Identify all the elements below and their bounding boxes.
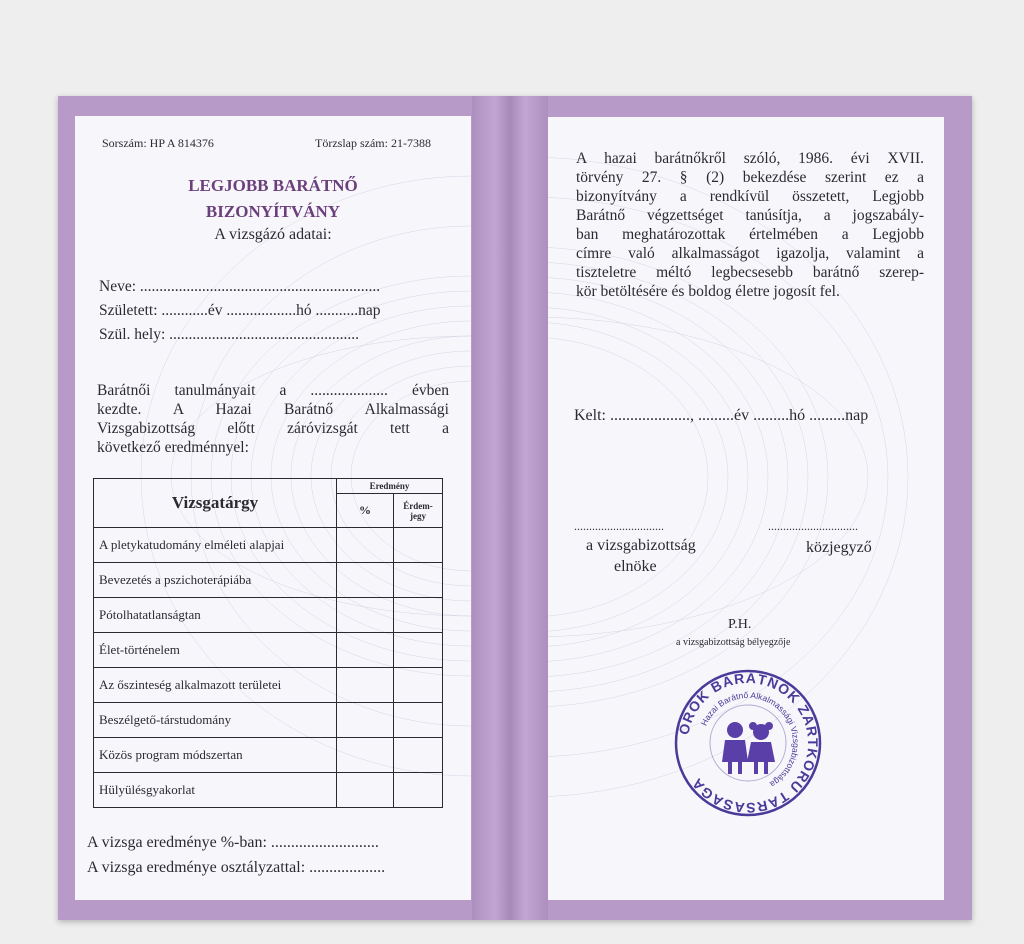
stamp-inner-ring — [710, 705, 786, 781]
certificate-title-line1: LEGJOBB BARÁTNŐ — [188, 176, 358, 195]
subject-cell: Élet-történelem — [94, 633, 337, 668]
studies-line: Barátnői tanulmányait a .................... évben — [97, 382, 449, 399]
studies-line: kezdte. A Hazai Barátnő Alkalmassági — [97, 401, 449, 418]
chair-label-line1: a vizsgabizottság — [586, 537, 696, 554]
grade-cell — [394, 633, 443, 668]
grade-cell — [394, 773, 443, 808]
table-row — [94, 738, 443, 773]
birthplace-field: Szül. hely: ................................................. — [99, 326, 360, 343]
percent-cell — [337, 773, 394, 808]
percent-cell — [337, 598, 394, 633]
table-row — [94, 633, 443, 668]
law-text-line: ban meghatározottak értelmében a Legjobb — [576, 226, 924, 243]
subject-cell: A pletykatudomány elméleti alapjai — [94, 528, 337, 563]
law-text-line: A hazai barátnőkről szóló, 1986. évi XVII. — [576, 150, 924, 167]
grades-table — [93, 478, 443, 808]
subject-cell: Hülyülésgyakorlat — [94, 773, 337, 808]
subject-cell: Pótolhatatlanságtan — [94, 598, 337, 633]
subject-cell: Beszélgető-társtudomány — [94, 703, 337, 738]
subject-cell: Bevezetés a pszichoterápiába — [94, 563, 337, 598]
studies-line: Vizsgabizottság előtt záróvizsgát tett a — [97, 420, 449, 437]
ph-caption: a vizsgabizottság bélyegzője — [676, 637, 791, 648]
left-page — [75, 116, 471, 900]
percent-cell — [337, 528, 394, 563]
table-row — [94, 598, 443, 633]
result-header: Eredmény — [337, 479, 443, 494]
register-number: Törzslap szám: 21-7388 — [315, 136, 431, 150]
cover-spine — [472, 96, 548, 920]
ph-label: P.H. — [728, 617, 752, 632]
grade-cell — [394, 528, 443, 563]
stamp-outer-text: ÖRÖK BARÁTNŐK ZÁRTKÖRŰ TÁRSASÁGA — [675, 669, 822, 817]
percent-cell — [337, 563, 394, 598]
law-text-line: bizonyítvány a rendkívül összetett, Legjobb — [576, 188, 924, 205]
table-row — [94, 773, 443, 808]
born-field: Született: ............év ..................hó ...........nap — [99, 302, 381, 319]
result-percent-field: A vizsga eredménye %-ban: ........................... — [87, 834, 379, 851]
percent-cell — [337, 668, 394, 703]
stamp-inner-text: Hazai Barátnő Alkalmassági Vizsgabizottsága — [698, 689, 802, 790]
notary-signature-line: .............................. — [768, 519, 858, 533]
law-text-line: Barátnő végzettséget tanúsítja, a jogszabály- — [576, 207, 924, 224]
grade-cell — [394, 668, 443, 703]
certificate-title-line2: BIZONYÍTVÁNY — [205, 202, 341, 221]
percent-header: % — [337, 494, 394, 528]
serial-number: Sorszám: HP A 814376 — [102, 136, 214, 150]
subject-cell: Az őszinteség alkalmazott területei — [94, 668, 337, 703]
law-text-line: tiszteletre méltó legbecsesebb barátnő szerep- — [576, 264, 924, 281]
name-field: Neve: .............................................................. — [99, 278, 381, 295]
percent-cell — [337, 738, 394, 773]
dated-field: Kelt: ...................., .........év .........hó .........nap — [574, 407, 869, 424]
stamp-seal — [673, 668, 823, 818]
grade-cell — [394, 598, 443, 633]
grade-cell — [394, 703, 443, 738]
law-text-line: címre való alkalmasságot igazolja, valamint a — [576, 245, 924, 262]
candidate-data-heading: A vizsgázó adatai: — [214, 226, 332, 243]
subject-cell: Közös program módszertan — [94, 738, 337, 773]
studies-line: következő eredménnyel: — [97, 439, 249, 456]
table-row — [94, 668, 443, 703]
table-row — [94, 563, 443, 598]
grade-cell — [394, 738, 443, 773]
law-text-line: törvény 27. § (2) bekezdése szerint ez a — [576, 169, 924, 186]
law-text-line: kör betöltésére és boldog életre jogosít fel. — [576, 283, 840, 300]
chair-signature-line: .............................. — [574, 519, 664, 533]
chair-label-line2: elnöke — [614, 558, 657, 575]
percent-cell — [337, 633, 394, 668]
stamp-two-girls-icon — [722, 722, 775, 774]
subject-header: Vizsgatárgy — [94, 479, 337, 528]
percent-cell — [337, 703, 394, 738]
grade-cell — [394, 563, 443, 598]
table-row — [94, 528, 443, 563]
table-row — [94, 703, 443, 738]
grade-header: Érdem- jegy — [394, 494, 443, 528]
notary-label: közjegyző — [806, 539, 872, 556]
result-grade-field: A vizsga eredménye osztályzattal: ................... — [87, 859, 386, 876]
